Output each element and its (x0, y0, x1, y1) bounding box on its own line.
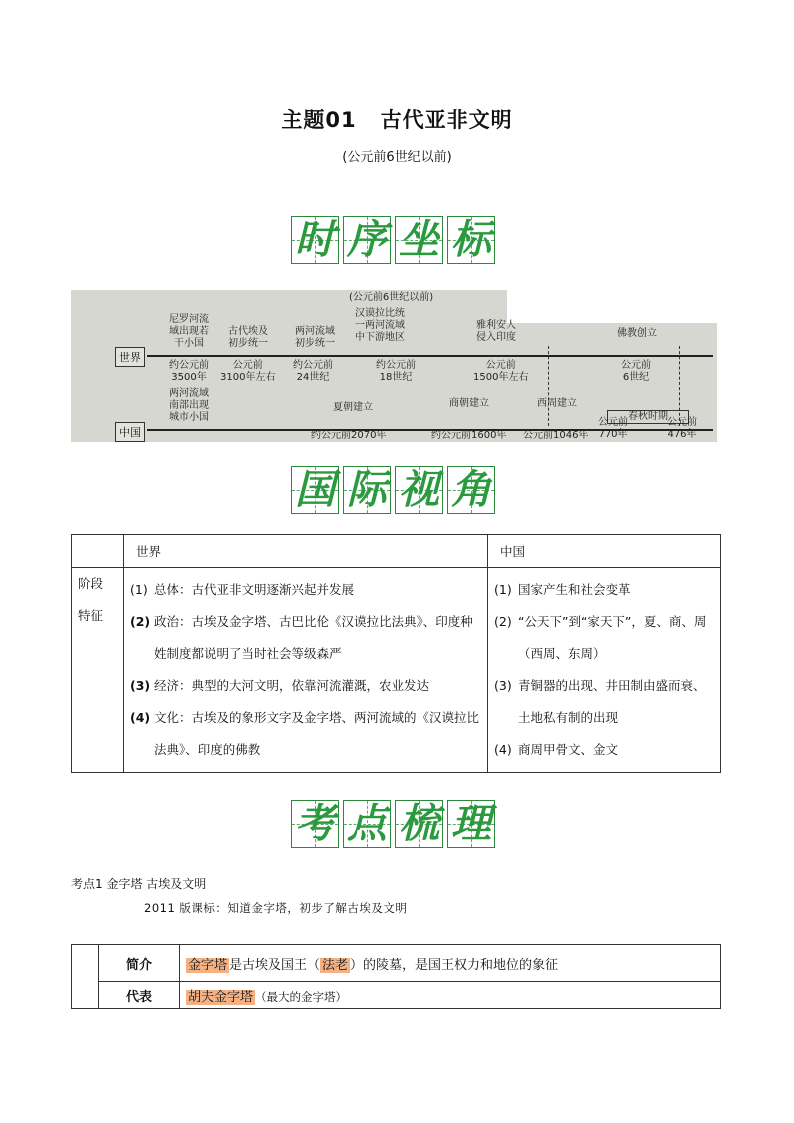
page-title (0, 104, 794, 134)
china-cell (488, 568, 721, 773)
col-header-china: 中国 (488, 535, 721, 568)
world-date: 约公元前 24世纪 (293, 360, 333, 383)
kaodian-heading: 考点1 金字塔 古埃及文明 (71, 877, 207, 891)
page-subtitle: (公元前6世纪以前) (342, 150, 452, 165)
china-date: 公元前 770年 (598, 417, 628, 440)
topic-number: 主题01 (281, 108, 357, 132)
world-date: 公元前 6世纪 (621, 360, 651, 383)
row-label-intro: 简介 (99, 945, 180, 982)
timeline-banner (291, 216, 495, 264)
banner-cell: 考 (291, 800, 339, 848)
world-axis-label: 世界 (115, 347, 145, 367)
highlight-term: 胡夫金字塔 (188, 989, 254, 1005)
china-date: 公元前1046年 (523, 430, 589, 441)
highlight-term: 金字塔 (188, 957, 228, 973)
pyramid-side-cell (72, 945, 99, 1009)
banner-cell: 角 (447, 466, 495, 514)
world-event: 雅利安人 侵入印度 (476, 320, 516, 343)
world-note: 两河流域 南部出现 城市小国 (169, 388, 209, 423)
example-cell: 胡夫金字塔 （最大的金字塔） (180, 982, 721, 1009)
world-axis (147, 355, 713, 357)
list-item: (1) 国家产生和社会变革 (494, 582, 631, 597)
china-date: 约公元前1600年 (431, 430, 507, 441)
china-axis (147, 429, 713, 431)
world-event: 佛教创立 (617, 328, 657, 339)
world-event: 汉谟拉比统 一两河流域 中下游地区 (355, 308, 405, 343)
list-item: (4) 文化：古埃及的象形文字及金字塔、两河流域的《汉谟拉比法典》、印度的佛教 (130, 710, 480, 757)
banner-cell: 标 (447, 216, 495, 264)
intro-cell: 金字塔 是古埃及国王（ 法老 ）的陵墓，是国王权力和地位的象征 (180, 945, 721, 982)
world-date: 约公元前 3500年 (169, 360, 209, 383)
china-axis-label: 中国 (115, 422, 145, 442)
topic-name: 古代亚非文明 (380, 108, 513, 132)
timeline-range-note: (公元前6世纪以前) (349, 292, 434, 303)
list-item: (2) “公天下”到“家天下”，夏、商、周（西周、东周） (494, 614, 707, 661)
banner-cell: 理 (447, 800, 495, 848)
china-event: 夏朝建立 (333, 402, 373, 413)
world-event: 两河流域 初步统一 (295, 326, 335, 349)
timeline-tick (548, 346, 549, 426)
banner-cell: 视 (395, 466, 443, 514)
china-date: 公元前 476年 (667, 417, 697, 440)
banner-cell: 序 (343, 216, 391, 264)
china-date: 约公元前2070年 (311, 430, 387, 441)
world-date: 公元前 1500年左右 (473, 360, 529, 383)
highlight-term: 法老 (322, 957, 349, 973)
world-event: 尼罗河流 域出现若 干小国 (169, 314, 209, 349)
banner-cell: 际 (343, 466, 391, 514)
china-event: 西周建立 (537, 398, 577, 409)
intl-comparison-table (71, 534, 721, 773)
world-date: 公元前 3100年左右 (220, 360, 276, 383)
list-item: (3) 经济：典型的大河文明，依靠河流灌溉，农业发达 (130, 678, 430, 693)
curriculum-standard: 2011 版课标：知道金字塔，初步了解古埃及文明 (144, 901, 408, 915)
row-label: 阶段 特征 (72, 568, 124, 773)
row-label-example: 代表 (99, 982, 180, 1009)
col-header-world: 世界 (124, 535, 488, 568)
review-banner (291, 800, 495, 848)
corner-cell (72, 535, 124, 568)
list-item: (3) 青铜器的出现、井田制由盛而衰、土地私有制的出现 (494, 678, 706, 725)
list-item: (1) 总体：古代亚非文明逐渐兴起并发展 (130, 582, 355, 597)
world-date: 约公元前 18世纪 (376, 360, 416, 383)
intl-banner (291, 466, 495, 514)
banner-cell: 梳 (395, 800, 443, 848)
world-cell (124, 568, 488, 773)
banner-cell: 坐 (395, 216, 443, 264)
pyramid-table (71, 944, 721, 1009)
china-event: 商朝建立 (449, 398, 489, 409)
banner-cell: 点 (343, 800, 391, 848)
banner-cell: 时 (291, 216, 339, 264)
list-item: (4) 商周甲骨文、金文 (494, 742, 619, 757)
world-event: 古代埃及 初步统一 (228, 326, 268, 349)
china-event: 春秋时期 (607, 410, 689, 424)
banner-cell: 国 (291, 466, 339, 514)
list-item: (2) 政治：古埃及金字塔、古巴比伦《汉谟拉比法典》、印度种姓制度都说明了当时社会等级森严 (130, 614, 473, 661)
